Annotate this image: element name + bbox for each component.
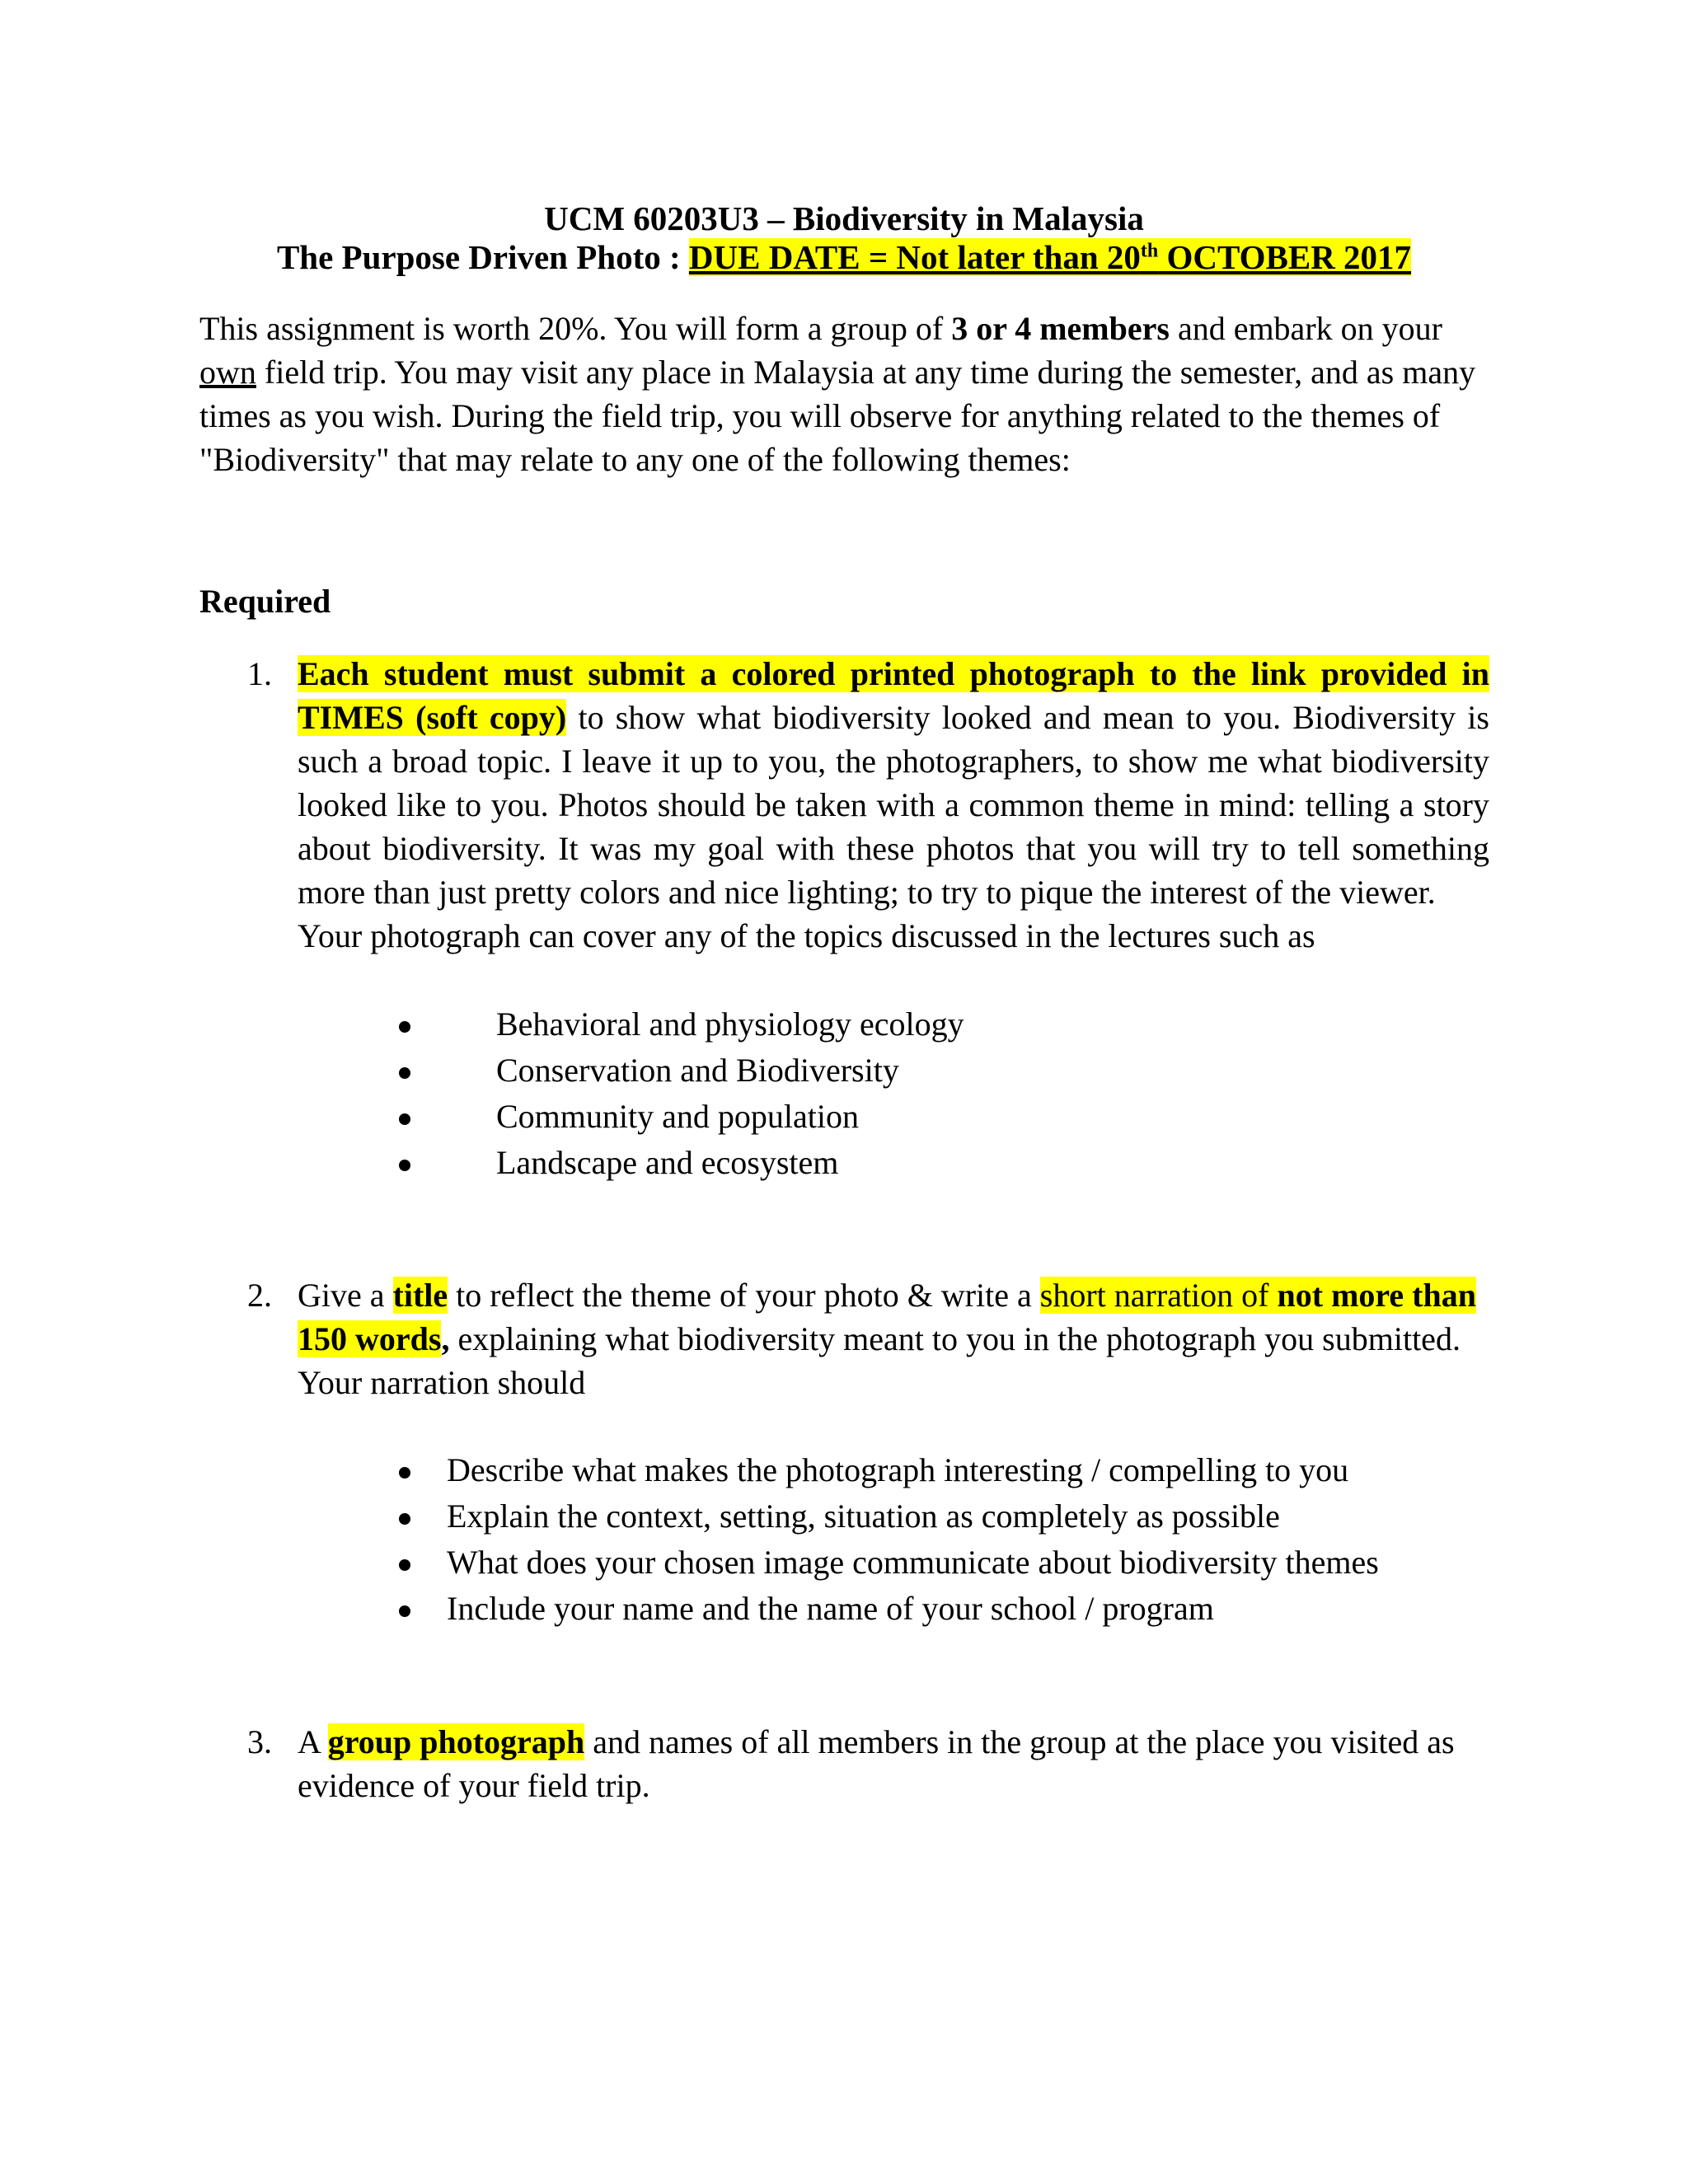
item-2-number: 2. xyxy=(247,1277,272,1314)
intro-text-a: This assignment is worth 20%. You will form a group of xyxy=(199,310,952,347)
list-item: Include your name and the name of your school / program xyxy=(447,1590,1214,1627)
item-2-text-c: explaining what biodiversity meant to you in the photograph you submitted. xyxy=(449,1320,1461,1357)
item-3-text-a: A xyxy=(298,1723,328,1760)
bullet-dot xyxy=(399,1467,410,1479)
item-2-comma: , xyxy=(441,1320,450,1357)
bullet-dot xyxy=(399,1067,410,1079)
item-2-title-highlight: title xyxy=(392,1277,448,1314)
item-3-line-1 xyxy=(298,1720,1489,1764)
bullet-dot xyxy=(399,1513,410,1525)
item-2-not-more-than: not more than xyxy=(1277,1277,1476,1314)
subtitle-prefix: The Purpose Driven Photo : xyxy=(276,238,689,276)
list-item: Conservation and Biodiversity xyxy=(496,1052,899,1089)
due-date-superscript: th xyxy=(1140,240,1159,262)
intro-line-1 xyxy=(199,307,1485,350)
intro-line-3: times as you wish. During the field trip, you will observe for anything related to the themes of xyxy=(199,397,1441,434)
intro-line-4: "Biodiversity" that may relate to any one of the following themes: xyxy=(199,441,1071,478)
list-item: What does your chosen image communicate about biodiversity themes xyxy=(447,1544,1379,1581)
due-date-text: DUE DATE = Not later than 20 xyxy=(688,238,1141,276)
item-1-last-line: Your photograph can cover any of the topics discussed in the lectures such as xyxy=(298,917,1315,954)
list-item: Explain the context, setting, situation as completely as possible xyxy=(447,1497,1280,1535)
required-heading: Required xyxy=(199,583,331,620)
course-title xyxy=(0,199,1688,238)
due-date-month-year: OCTOBER 2017 xyxy=(1158,238,1412,276)
list-item: Community and population xyxy=(496,1098,859,1135)
item-2-text-a: Give a xyxy=(298,1277,393,1314)
intro-own-underline: own xyxy=(199,354,256,391)
intro-paragraph xyxy=(199,307,1485,481)
item-3-group-photograph-highlight: group photograph xyxy=(327,1723,585,1760)
item-2-short-narration: short narration of xyxy=(1039,1277,1278,1314)
list-item: Describe what makes the photograph interesting / compelling to you xyxy=(447,1451,1349,1488)
intro-members-bold: 3 or 4 members xyxy=(951,310,1170,347)
list-item: Landscape and ecosystem xyxy=(496,1144,839,1181)
due-date-highlight xyxy=(689,238,1411,276)
item-1-body: to show what biodiversity looked and mean to you. Biodiversity is such a broad topic. I leave it up to you, the photographers, to show me what biodiversity looked like to you. Photos should be taken with a common theme in mind: telling a story about biodiversity. It was my goal with these photos that you will try to tell something more than just pretty colors and nice lighting; to try to pique the interest of the viewer. xyxy=(298,699,1489,911)
item-2-line-3: Your narration should xyxy=(298,1364,586,1401)
item-1-highlight: Each student must submit a colored printed photograph to the link provided in TIMES (soft copy) xyxy=(298,655,1489,736)
intro-line-2-rest: field trip. You may visit any place in Malaysia at any time during the semester, and as many xyxy=(256,354,1476,391)
bullet-dot xyxy=(399,1559,410,1571)
item-2-narration-highlight xyxy=(1040,1277,1476,1314)
item-2-line-1 xyxy=(298,1273,1489,1317)
item-2-150-words: 150 words xyxy=(298,1320,442,1357)
item-3-number: 3. xyxy=(247,1723,272,1760)
intro-text-b: and embark on your xyxy=(1169,310,1442,347)
item-3-text xyxy=(298,1720,1489,1807)
course-title-text: UCM 60203U3 – Biodiversity in Malaysia xyxy=(544,199,1144,237)
assignment-subtitle xyxy=(0,237,1688,277)
item-1-text xyxy=(298,652,1489,914)
bullet-dot xyxy=(399,1160,410,1171)
list-item: Behavioral and physiology ecology xyxy=(496,1005,964,1043)
bullet-dot xyxy=(399,1113,410,1125)
bullet-dot xyxy=(399,1021,410,1033)
intro-line-2 xyxy=(199,350,1485,394)
item-2-text-b: to reflect the theme of your photo & write a xyxy=(448,1277,1040,1314)
item-2-text xyxy=(298,1273,1489,1404)
bullet-dot xyxy=(399,1605,410,1617)
item-3-line-2: evidence of your field trip. xyxy=(298,1767,650,1804)
item-3-text-b: and names of all members in the group at the place you visited as xyxy=(584,1723,1455,1760)
item-2-line-2 xyxy=(298,1317,1489,1361)
item-1-number: 1. xyxy=(247,655,272,692)
